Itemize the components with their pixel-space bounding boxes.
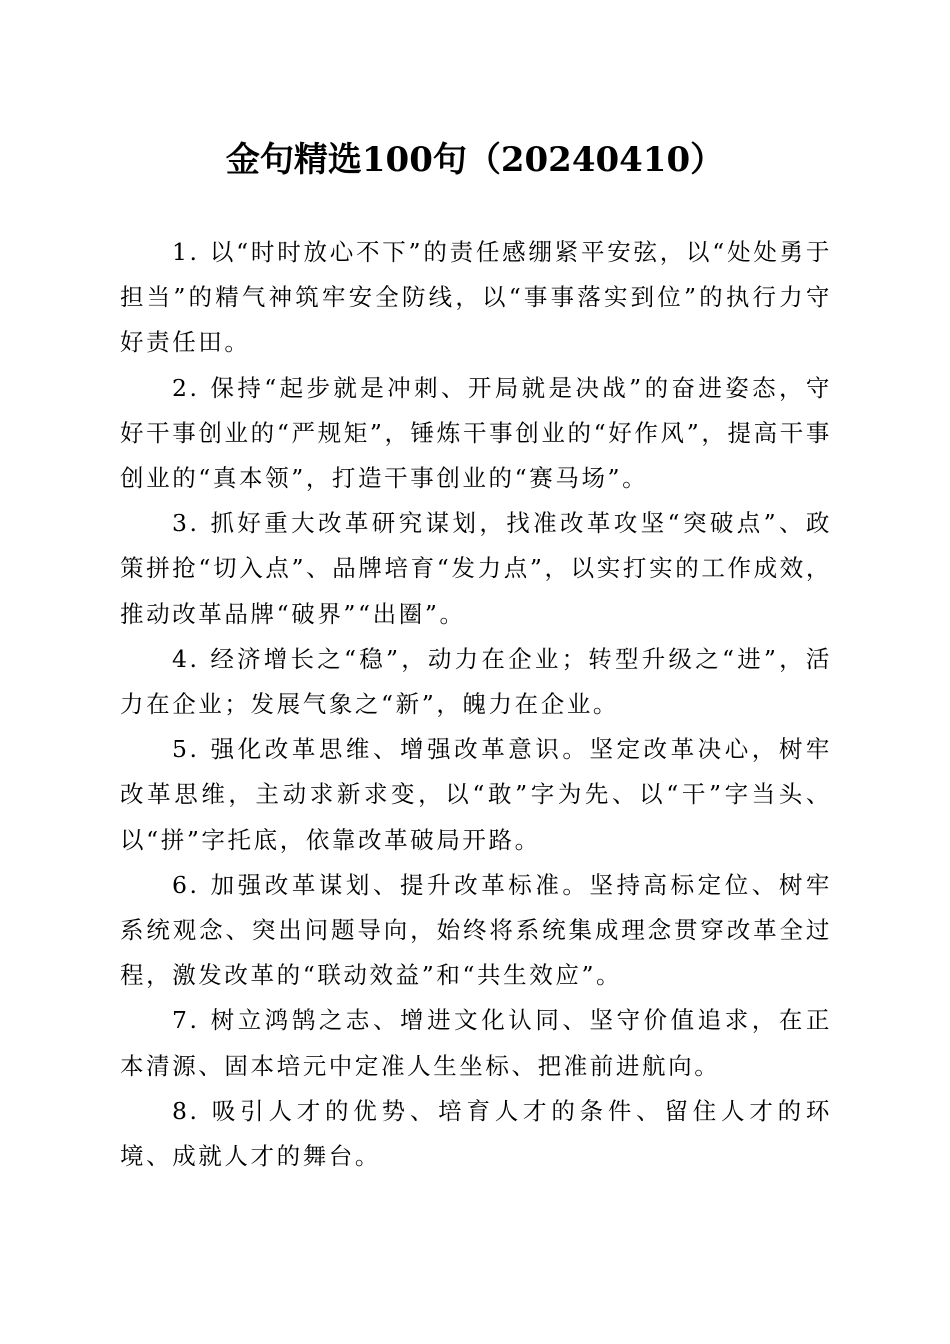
paragraph-4: 4. 经济增长之“稳”，动力在企业；转型升级之“进”，活力在企业；发展气象之“新”，魄力在企业。 [120,644,832,719]
paragraph-3: 3. 抓好重大改革研究谋划，找准改革攻坚“突破点”、政策拼抢“切入点”、品牌培育“发力点”，以实打实的工作成效，推动改革品牌“破界”“出圈”。 [120,509,832,628]
paragraph-7: 7. 树立鸿鹄之志、增进文化认同、坚守价值追求，在正本清源、固本培元中定准人生坐标、把准前进航向。 [120,1006,832,1080]
paragraph-5: 5. 强化改革思维、增强改革意识。坚定改革决心，树牢改革思维，主动求新求变，以“敢”字为先、以“干”字当头、以“拼”字托底，依靠改革破局开路。 [120,735,832,854]
paragraph-6: 6. 加强改革谋划、提升改革标准。坚持高标定位、树牢系统观念、突出问题导向，始终将系统集成理念贯穿改革全过程，激发改革的“联动效益”和“共生效应”。 [120,870,832,990]
paragraph-2: 2. 保持“起步就是冲刺、开局就是决战”的奋进姿态，守好干事创业的“严规矩”，锤炼干事创业的“好作风”，提高干事创业的“真本领”，打造干事创业的“赛马场”。 [120,373,832,493]
document-title: 金句精选100句（20240410） [225,140,725,180]
paragraph-8: 8. 吸引人才的优势、培育人才的条件、留住人才的环境、成就人才的舞台。 [120,1096,832,1171]
document-body [120,230,832,1179]
paragraph-1: 1. 以“时时放心不下”的责任感绷紧平安弦，以“处处勇于担当”的精气神筑牢安全防线，以“事事落实到位”的执行力守好责任田。 [120,238,832,357]
